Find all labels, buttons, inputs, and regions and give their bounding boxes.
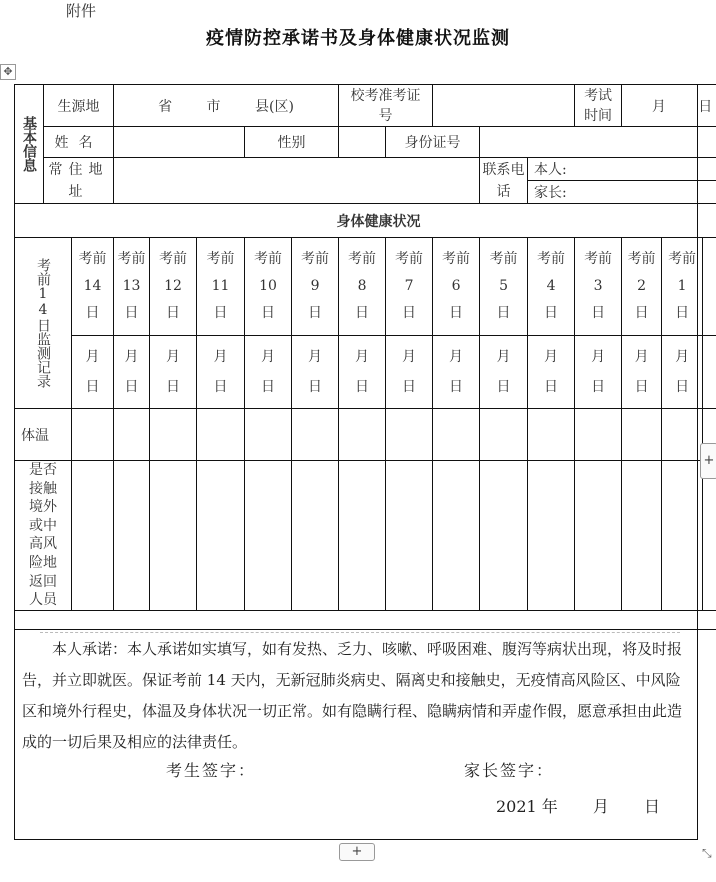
- exam-time-value[interactable]: [622, 85, 716, 127]
- date-cell[interactable]: 月 日: [114, 336, 150, 409]
- temperature-label: 体温: [15, 409, 72, 461]
- table-resize-icon[interactable]: ⤡: [702, 846, 712, 860]
- day-header-5: 考前 5 日: [480, 238, 528, 336]
- date-row: [15, 336, 716, 409]
- temperature-cell[interactable]: [245, 409, 292, 461]
- pledge-text: 本人承诺：本人承诺如实填写，如有发热、乏力、咳嗽、呼吸困难、腹泻等病状出现，将及时报告，并立即就医。保证考前 14 天内，无新冠肺炎病史、隔离史和接触史，无疫情高风险区、中风险区和境外行程史，体温及身体状况一切正常。如有隐瞒行程、隐瞒病情和弄虚作假，愿意承担由此造成的一切后果及相应的法律责任。: [22, 640, 683, 751]
- signature-date: [496, 794, 660, 817]
- contact-cell[interactable]: [575, 461, 622, 611]
- contact-cell[interactable]: [662, 461, 703, 611]
- contact-cell[interactable]: [339, 461, 386, 611]
- self-phone-field[interactable]: 本人:: [528, 158, 716, 181]
- address-value[interactable]: [114, 158, 480, 204]
- contact-cell[interactable]: [480, 461, 528, 611]
- origin-value-cell[interactable]: [114, 85, 339, 127]
- contact-label: 是否接触境外或中高风险地返回人员: [15, 461, 72, 611]
- admission-no-value[interactable]: [433, 85, 575, 127]
- temperature-cell[interactable]: [480, 409, 528, 461]
- exam-day: 日: [698, 98, 713, 115]
- date-cell[interactable]: 月 日: [292, 336, 339, 409]
- health-section-title: 身体健康状况: [15, 204, 716, 238]
- contact-cell[interactable]: [622, 461, 662, 611]
- monitor-record-label: [15, 238, 72, 409]
- date-cell[interactable]: 月 日: [528, 336, 575, 409]
- page-title: 疫情防控承诺书及身体健康状况监测: [206, 28, 510, 49]
- date-cell[interactable]: 月 日: [575, 336, 622, 409]
- date-cell[interactable]: 月 日: [480, 336, 528, 409]
- day-header-7: 考前 7 日: [386, 238, 433, 336]
- date-cell[interactable]: 月 日: [197, 336, 245, 409]
- origin-label: 生源地: [44, 85, 114, 127]
- day-header-14: 考前 14 日: [72, 238, 114, 336]
- temperature-cell[interactable]: [528, 409, 575, 461]
- basic-info-section-label: [15, 85, 44, 204]
- contact-cell[interactable]: [114, 461, 150, 611]
- contact-cell[interactable]: [528, 461, 575, 611]
- gender-value[interactable]: [339, 127, 386, 158]
- origin-city: 市: [206, 98, 221, 115]
- date-cell[interactable]: 月 日: [72, 336, 114, 409]
- date-day: 日: [644, 797, 661, 816]
- origin-province: 省: [158, 98, 173, 115]
- date-cell-blank: [703, 336, 716, 409]
- day-header-10: 考前 10 日: [245, 238, 292, 336]
- phone-label: 联系电话: [480, 158, 528, 204]
- contact-cell[interactable]: [433, 461, 480, 611]
- temperature-row: [15, 409, 716, 461]
- temperature-cell[interactable]: [339, 409, 386, 461]
- add-row-button[interactable]: +: [339, 843, 375, 861]
- day-header-8: 考前 8 日: [339, 238, 386, 336]
- date-cell[interactable]: 月 日: [622, 336, 662, 409]
- address-label: 常住地址: [44, 158, 114, 204]
- add-column-button[interactable]: +: [700, 443, 716, 479]
- day-header-blank: [703, 238, 716, 336]
- basic-info-label-text: 基本信息: [21, 116, 37, 172]
- day-header-9: 考前 9 日: [292, 238, 339, 336]
- contact-row: [15, 461, 716, 611]
- day-header-13: 考前 13 日: [114, 238, 150, 336]
- spacer-row: [15, 610, 716, 629]
- date-year: 2021 年: [496, 797, 558, 816]
- name-label: 姓名: [44, 127, 114, 158]
- contact-cell[interactable]: [245, 461, 292, 611]
- date-cell[interactable]: 月 日: [433, 336, 480, 409]
- day-header-2: 考前 2 日: [622, 238, 662, 336]
- temperature-cell[interactable]: [433, 409, 480, 461]
- temperature-cell[interactable]: [292, 409, 339, 461]
- monitor-record-label-text: 考前14日监测记录: [35, 258, 51, 388]
- table-move-icon[interactable]: ✥: [0, 64, 16, 80]
- id-label: 身份证号: [386, 127, 480, 158]
- temperature-cell[interactable]: [72, 409, 114, 461]
- contact-cell[interactable]: [150, 461, 197, 611]
- exam-month: 月: [651, 98, 666, 115]
- temperature-cell[interactable]: [622, 409, 662, 461]
- id-value[interactable]: [480, 127, 716, 158]
- parent-phone-field[interactable]: 家长:: [528, 181, 716, 204]
- attachment-label: 附件: [66, 2, 97, 20]
- contact-cell[interactable]: [72, 461, 114, 611]
- day-header-11: 考前 11 日: [197, 238, 245, 336]
- contact-cell[interactable]: [703, 461, 716, 611]
- gender-label: 性别: [245, 127, 339, 158]
- date-month: 月: [592, 797, 609, 816]
- admission-no-label: 校考准考证号: [339, 85, 433, 127]
- student-signature-label: 考生签字：: [166, 761, 257, 780]
- date-cell[interactable]: 月 日: [245, 336, 292, 409]
- form-table: [14, 84, 716, 630]
- day-header-3: 考前 3 日: [575, 238, 622, 336]
- dashed-divider: [40, 632, 680, 633]
- parent-signature-label: 家长签字：: [464, 761, 555, 780]
- origin-county: 县(区): [255, 98, 294, 115]
- contact-cell[interactable]: [386, 461, 433, 611]
- date-cell[interactable]: 月 日: [150, 336, 197, 409]
- day-header-1: 考前 1 日: [662, 238, 703, 336]
- name-value[interactable]: [114, 127, 245, 158]
- temperature-cell[interactable]: [575, 409, 622, 461]
- contact-cell[interactable]: [292, 461, 339, 611]
- temperature-cell[interactable]: [386, 409, 433, 461]
- exam-time-label: 考试时间: [575, 85, 622, 127]
- temperature-cell[interactable]: [662, 409, 703, 461]
- date-cell[interactable]: 月 日: [339, 336, 386, 409]
- day-header-12: 考前 12 日: [150, 238, 197, 336]
- temperature-cell[interactable]: [150, 409, 197, 461]
- date-cell[interactable]: 月 日: [662, 336, 703, 409]
- day-header-4: 考前 4 日: [528, 238, 575, 336]
- contact-cell[interactable]: [197, 461, 245, 611]
- day-header-6: 考前 6 日: [433, 238, 480, 336]
- temperature-cell[interactable]: [114, 409, 150, 461]
- temperature-cell[interactable]: [197, 409, 245, 461]
- date-cell[interactable]: 月 日: [386, 336, 433, 409]
